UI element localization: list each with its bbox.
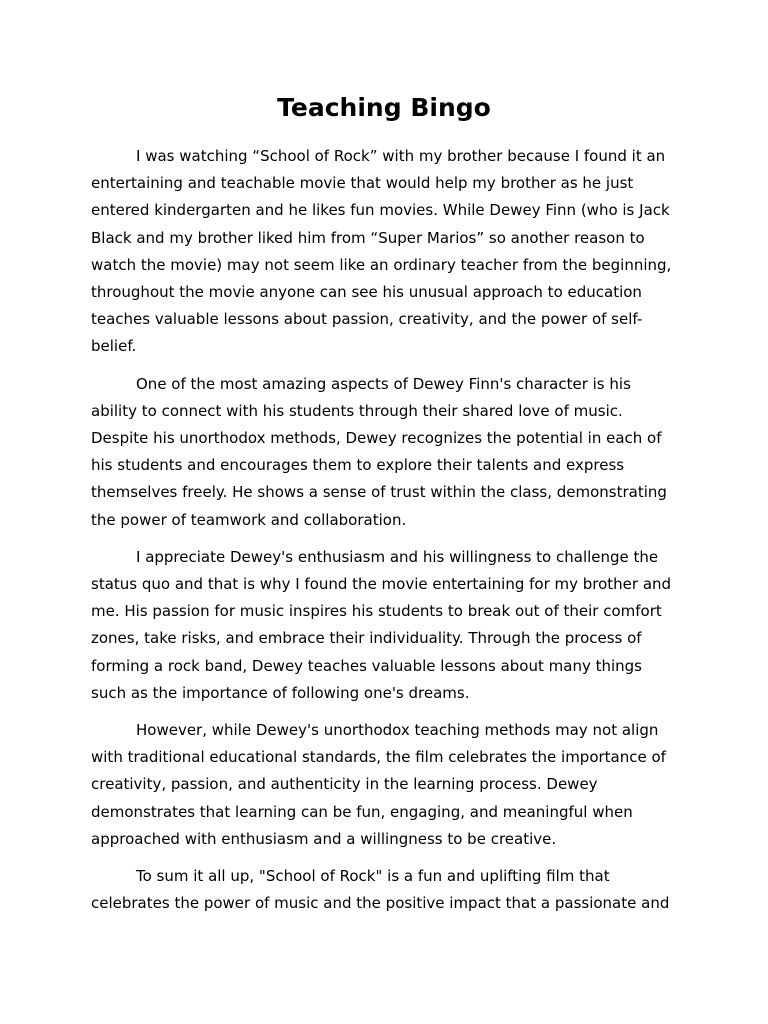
- document-title: Teaching Bingo: [277, 93, 491, 122]
- paragraph-2: One of the most amazing aspects of Dewey Finn's character is his ability to connect with his students through their shared love of music. Despite his unorthodox methods, Dewey recognizes the potential in each of his students and encourages them to explore their talents and express themselves freely. He shows a sense of trust within the class, demonstrating the power of teamwork and collaboration.: [91, 374, 667, 529]
- paragraph-5: To sum it all up, "School of Rock" is a fun and uplifting film that celebrates the power of music and the positive impact that a passionate and: [91, 867, 670, 913]
- paragraph-4: However, while Dewey's unorthodox teaching methods may not align with traditional educational standards, the film celebrates the importance of creativity, passion, and authenticity in the learning process. Dewey demonstrates that learning can be fun, engaging, and meaningful when approached with enthusiasm and a willingness to be creative.: [91, 721, 666, 848]
- document-body: [91, 143, 677, 927]
- paragraph-3: I appreciate Dewey's enthusiasm and his willingness to challenge the status quo and that is why I found the movie entertaining for my brother and me. His passion for music inspires his students to break out of their comfort zones, take risks, and embrace their individuality. Through the process of forming a rock band, Dewey teaches valuable lessons about many things such as the importance of following one's dreams.: [91, 547, 672, 702]
- paragraph-1: I was watching “School of Rock” with my brother because I found it an entertaining and teachable movie that would help my brother as he just entered kindergarten and he likes fun movies. While Dewey Finn (who is Jack Black and my brother liked him from “Super Marios” so another reason to watch the movie) may not seem like an ordinary teacher from the beginning, throughout the movie anyone can see his unusual approach to education teaches valuable lessons about passion, creativity, and the power of self-belief.: [91, 147, 672, 356]
